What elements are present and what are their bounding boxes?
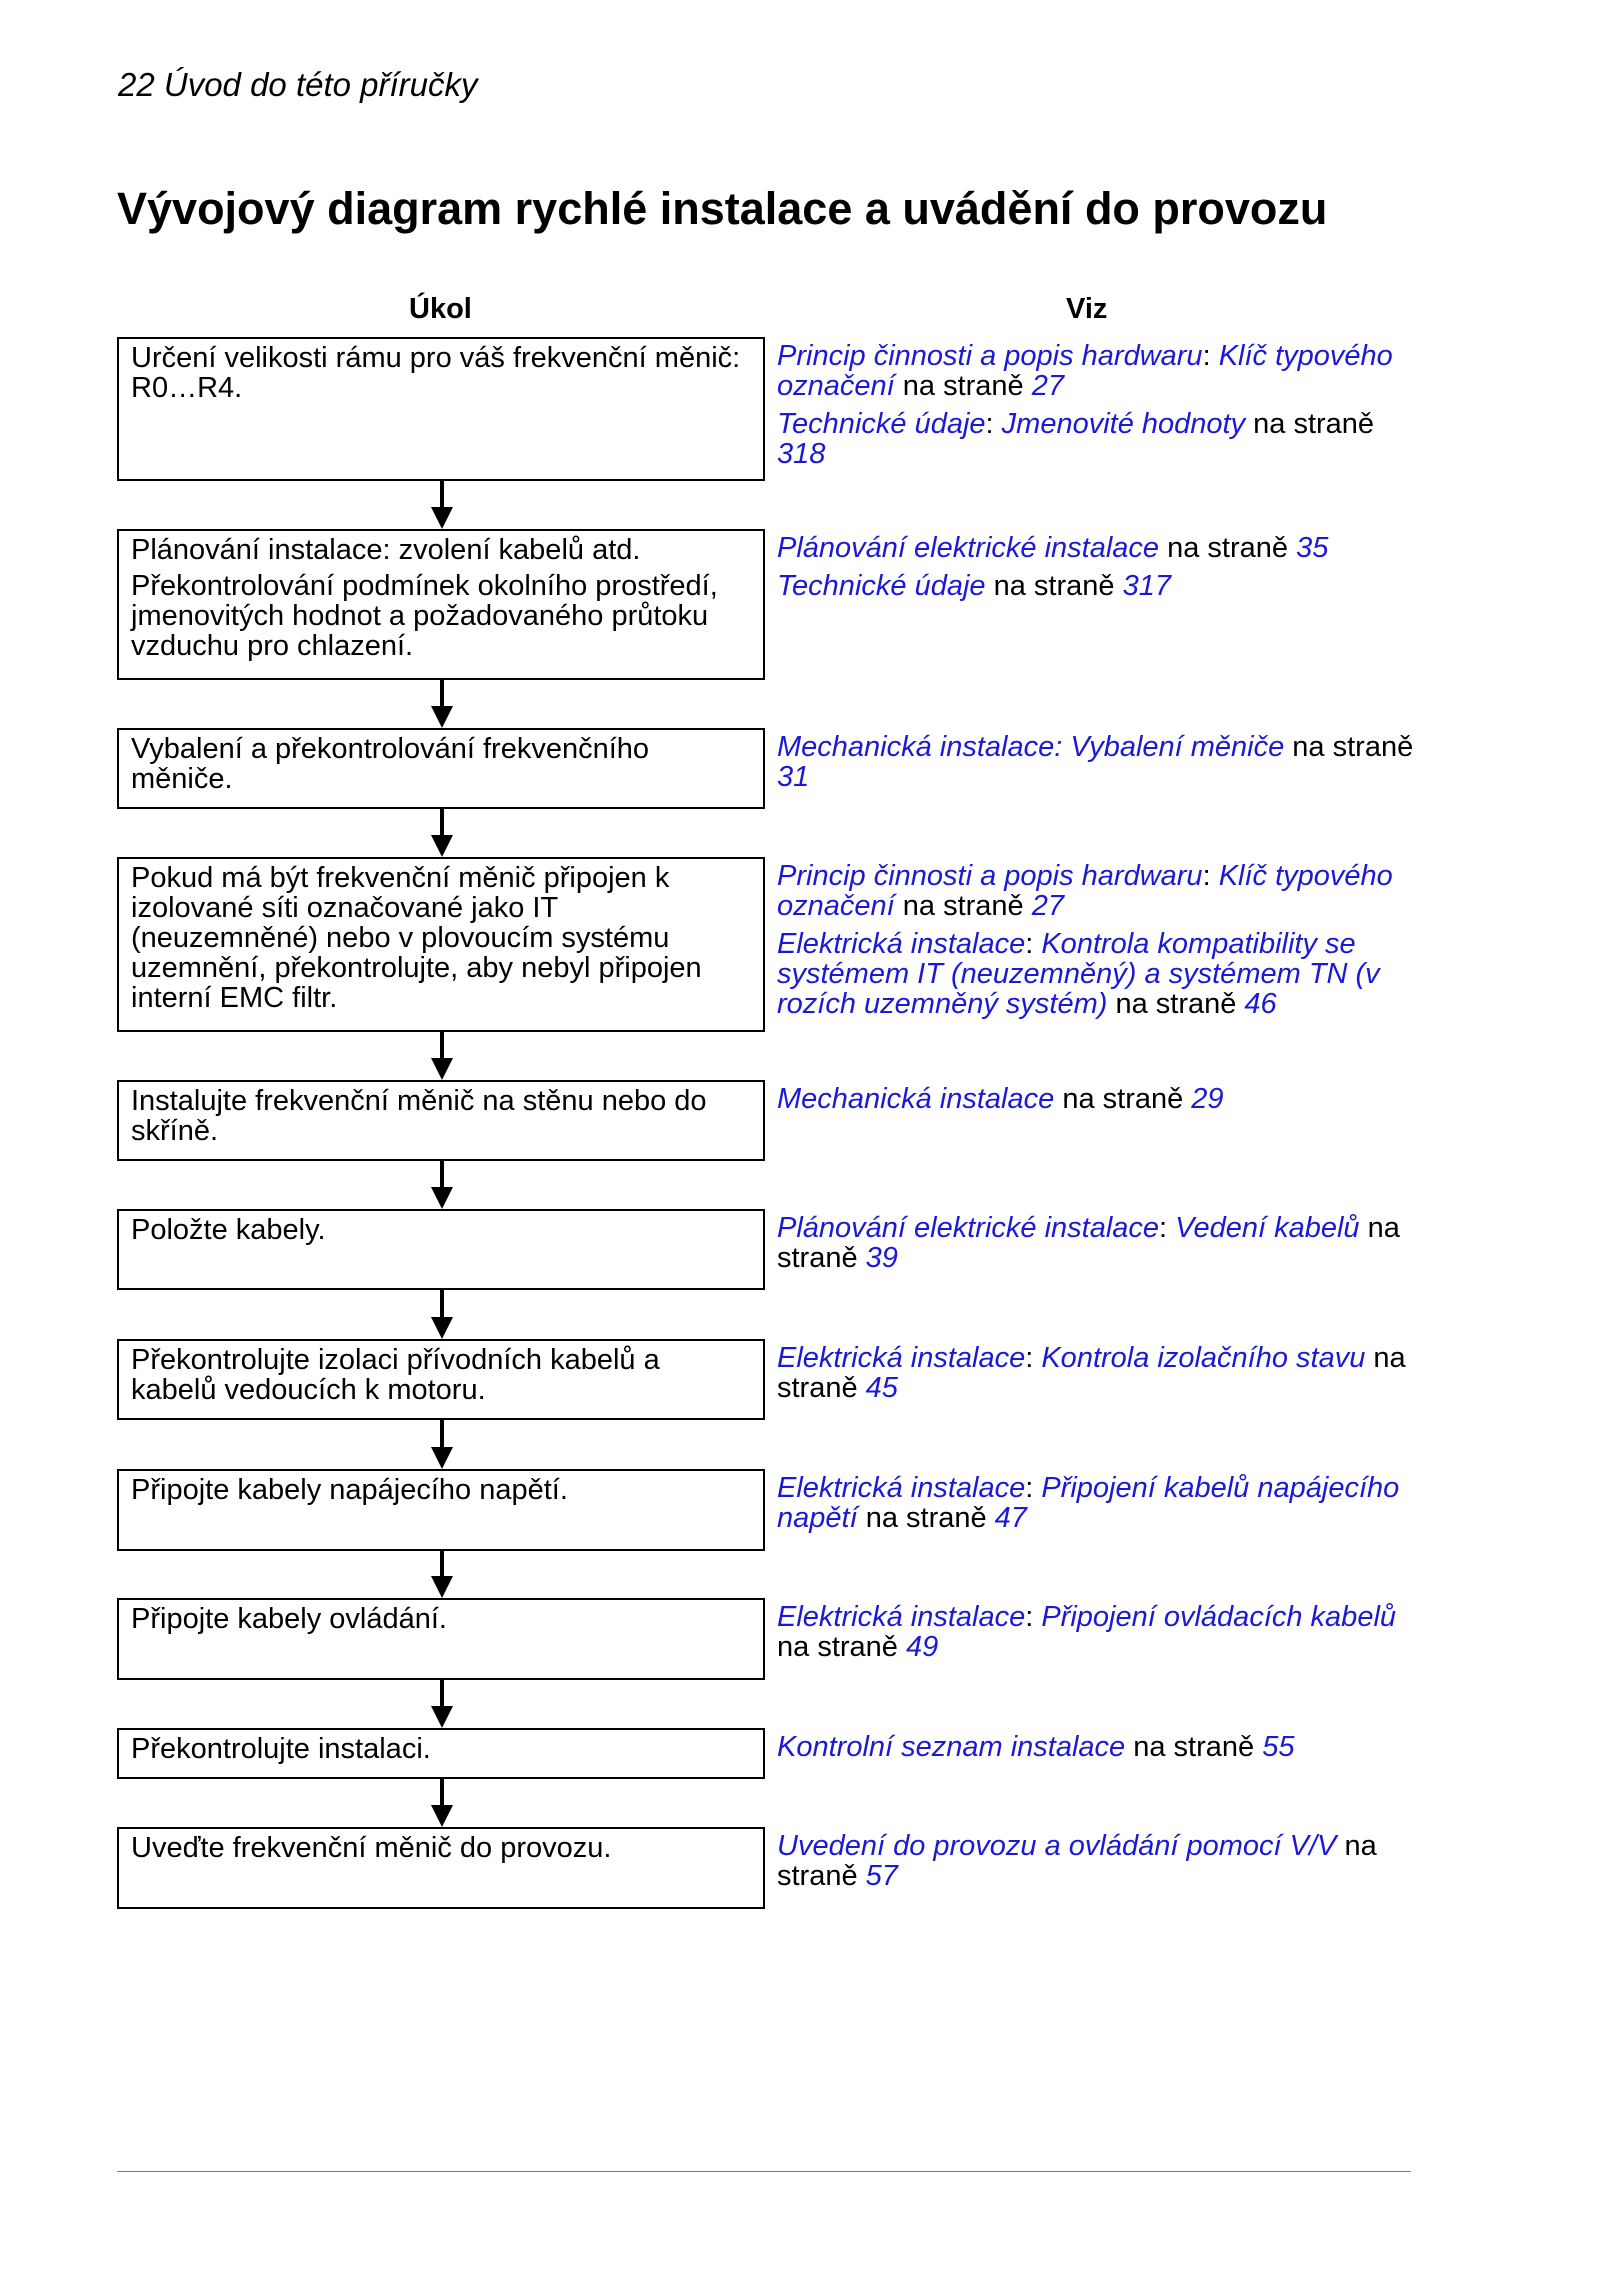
reference-text: na straně <box>1125 1731 1263 1763</box>
reference-link[interactable]: 39 <box>865 1242 898 1274</box>
reference-link[interactable]: Plánování elektrické instalace <box>777 532 1160 564</box>
task-box-10 <box>117 1728 765 1779</box>
reference-cell-2 <box>777 533 1417 601</box>
reference-link[interactable]: 318 <box>777 438 826 470</box>
task-text: Překontrolujte instalaci. <box>131 1733 431 1765</box>
flow-arrow <box>431 481 453 529</box>
flow-arrow <box>431 680 453 728</box>
reference-cell-8 <box>777 1473 1417 1533</box>
reference-text: : <box>1025 1601 1042 1633</box>
reference-text: : <box>1202 860 1219 892</box>
task-box-11 <box>117 1827 765 1909</box>
task-box-2 <box>117 529 765 680</box>
reference-link[interactable]: 55 <box>1262 1731 1295 1763</box>
task-box-8 <box>117 1469 765 1551</box>
reference-link[interactable]: Uvedení do provozu a ovládání pomocí V/V <box>777 1830 1337 1862</box>
task-box-4 <box>117 857 765 1032</box>
reference-link[interactable]: Elektrická instalace <box>777 928 1026 960</box>
running-head: 22 Úvod do této příručky <box>118 66 478 103</box>
reference-link[interactable]: Připojení ovládacích kabelů <box>1041 1601 1397 1633</box>
task-text: Překontrolování podmínek okolního prostředí, jmenovitých hodnot a požadovaného průtoku vzduchu pro chlazení. <box>131 570 718 662</box>
reference-text: na straně <box>1245 408 1375 440</box>
reference-text: : <box>1025 1342 1042 1374</box>
reference-line <box>777 1473 1417 1533</box>
reference-link[interactable]: 46 <box>1244 988 1277 1020</box>
reference-text: na straně <box>894 890 1032 922</box>
reference-link[interactable]: Technické údaje <box>777 570 986 602</box>
reference-text: na straně <box>1284 731 1414 763</box>
reference-text: na straně <box>857 1502 995 1534</box>
task-text: Pokud má být frekvenční měnič připojen k izolované síti označované jako IT (neuzemněné) nebo v plovoucím systému uzemnění, překontrolujte, aby nebyl připojen interní EMC filtr. <box>131 862 702 1014</box>
task-text: Připojte kabely ovládání. <box>131 1603 447 1635</box>
reference-line <box>777 341 1417 401</box>
reference-text: na straně <box>777 1830 1377 1892</box>
task-text: Určení velikosti rámu pro váš frekvenční měnič: R0…R4. <box>131 342 741 404</box>
task-text: Uveďte frekvenční měnič do provozu. <box>131 1832 612 1864</box>
reference-link[interactable]: Klíč typového označení <box>777 340 1393 402</box>
reference-link[interactable]: 29 <box>1191 1083 1224 1115</box>
flow-arrow <box>431 1290 453 1339</box>
reference-text: na straně <box>894 370 1032 402</box>
reference-link[interactable]: 57 <box>865 1860 898 1892</box>
reference-link[interactable]: 49 <box>905 1631 939 1663</box>
reference-link[interactable]: Technické údaje <box>777 408 986 440</box>
reference-text: na straně <box>777 1342 1406 1404</box>
task-text: Instalujte frekvenční měnič na stěnu nebo do skříně. <box>131 1085 707 1147</box>
reference-link[interactable]: 317 <box>1122 570 1171 602</box>
reference-link[interactable]: 31 <box>777 761 810 793</box>
reference-cell-1 <box>777 341 1417 469</box>
flow-arrow <box>431 1779 453 1827</box>
reference-link[interactable]: Plánování elektrické instalace <box>777 1212 1160 1244</box>
reference-link[interactable]: Mechanická instalace <box>777 1083 1055 1115</box>
reference-cell-4 <box>777 861 1417 1019</box>
reference-line <box>777 409 1417 469</box>
reference-line <box>777 571 1417 601</box>
reference-text: na straně <box>985 570 1123 602</box>
reference-text: na straně <box>777 1631 906 1663</box>
task-box-6 <box>117 1209 765 1290</box>
reference-text: na straně <box>1054 1083 1192 1115</box>
reference-link[interactable]: 35 <box>1296 532 1329 564</box>
reference-link[interactable]: Jmenovité hodnoty <box>1001 408 1246 440</box>
reference-text: : <box>985 408 1002 440</box>
reference-link[interactable]: Kontrola izolačního stavu <box>1041 1342 1366 1374</box>
task-text: Připojte kabely napájecího napětí. <box>131 1474 568 1506</box>
reference-line <box>777 533 1417 563</box>
reference-text: : <box>1025 1472 1042 1504</box>
task-box-3 <box>117 728 765 809</box>
reference-link[interactable]: Princip činnosti a popis hardwaru <box>777 340 1203 372</box>
reference-cell-11 <box>777 1831 1417 1891</box>
task-text: Plánování instalace: zvolení kabelů atd. <box>131 534 641 566</box>
reference-cell-10 <box>777 1732 1417 1762</box>
reference-link[interactable]: 47 <box>994 1502 1027 1534</box>
reference-cell-5 <box>777 1084 1417 1114</box>
reference-line <box>777 1732 1417 1762</box>
reference-text: na straně <box>1107 988 1245 1020</box>
reference-line <box>777 1831 1417 1891</box>
reference-cell-3 <box>777 732 1417 792</box>
reference-text: : <box>1025 928 1042 960</box>
reference-line <box>777 1213 1417 1273</box>
reference-link[interactable]: Kontrola kompatibility se systémem IT (neuzemněný) a systémem TN (v rozích uzemněný systém) <box>777 928 1380 1020</box>
task-box-7 <box>117 1339 765 1420</box>
flow-arrow <box>431 1032 453 1080</box>
reference-link[interactable]: Princip činnosti a popis hardwaru <box>777 860 1203 892</box>
reference-line <box>777 929 1417 1019</box>
reference-text: : <box>1202 340 1219 372</box>
flow-arrow <box>431 1161 453 1209</box>
column-header-see: Viz <box>1066 293 1108 325</box>
page-title: Vývojový diagram rychlé instalace a uvádění do provozu <box>117 183 1328 234</box>
reference-link[interactable]: Připojení kabelů napájecího napětí <box>777 1472 1400 1534</box>
reference-link[interactable]: Mechanická instalace: Vybalení měniče <box>777 731 1285 763</box>
flow-arrow <box>431 1680 453 1728</box>
task-box-9 <box>117 1598 765 1680</box>
flow-arrow <box>431 1420 453 1469</box>
reference-link[interactable]: Elektrická instalace <box>777 1601 1026 1633</box>
reference-line <box>777 1343 1417 1403</box>
reference-text: na straně <box>777 1212 1400 1274</box>
reference-cell-7 <box>777 1343 1417 1403</box>
reference-line <box>777 732 1417 792</box>
reference-cell-6 <box>777 1213 1417 1273</box>
reference-link[interactable]: Vedení kabelů <box>1175 1212 1360 1244</box>
reference-line <box>777 1602 1417 1662</box>
reference-link[interactable]: 27 <box>1031 890 1064 922</box>
reference-text: na straně <box>1159 532 1297 564</box>
reference-line <box>777 861 1417 921</box>
reference-cell-9 <box>777 1602 1417 1662</box>
reference-link[interactable]: Klíč typového označení <box>777 860 1393 922</box>
task-text: Vybalení a překontrolování frekvenčního měniče. <box>131 733 650 795</box>
reference-link[interactable]: Elektrická instalace <box>777 1472 1026 1504</box>
task-box-1 <box>117 337 765 481</box>
reference-text: : <box>1159 1212 1176 1244</box>
task-box-5 <box>117 1080 765 1161</box>
task-text: Položte kabely. <box>131 1214 326 1246</box>
bottom-rule <box>117 2171 1411 2172</box>
reference-link[interactable]: 27 <box>1031 370 1064 402</box>
task-text: Překontrolujte izolaci přívodních kabelů a kabelů vedoucích k motoru. <box>131 1344 660 1406</box>
reference-link[interactable]: Elektrická instalace <box>777 1342 1026 1374</box>
reference-link[interactable]: Kontrolní seznam instalace <box>777 1731 1126 1763</box>
flow-arrow <box>431 1551 453 1598</box>
reference-link[interactable]: 45 <box>865 1372 898 1404</box>
column-header-task: Úkol <box>409 293 472 325</box>
flow-arrow <box>431 809 453 857</box>
reference-line <box>777 1084 1417 1114</box>
